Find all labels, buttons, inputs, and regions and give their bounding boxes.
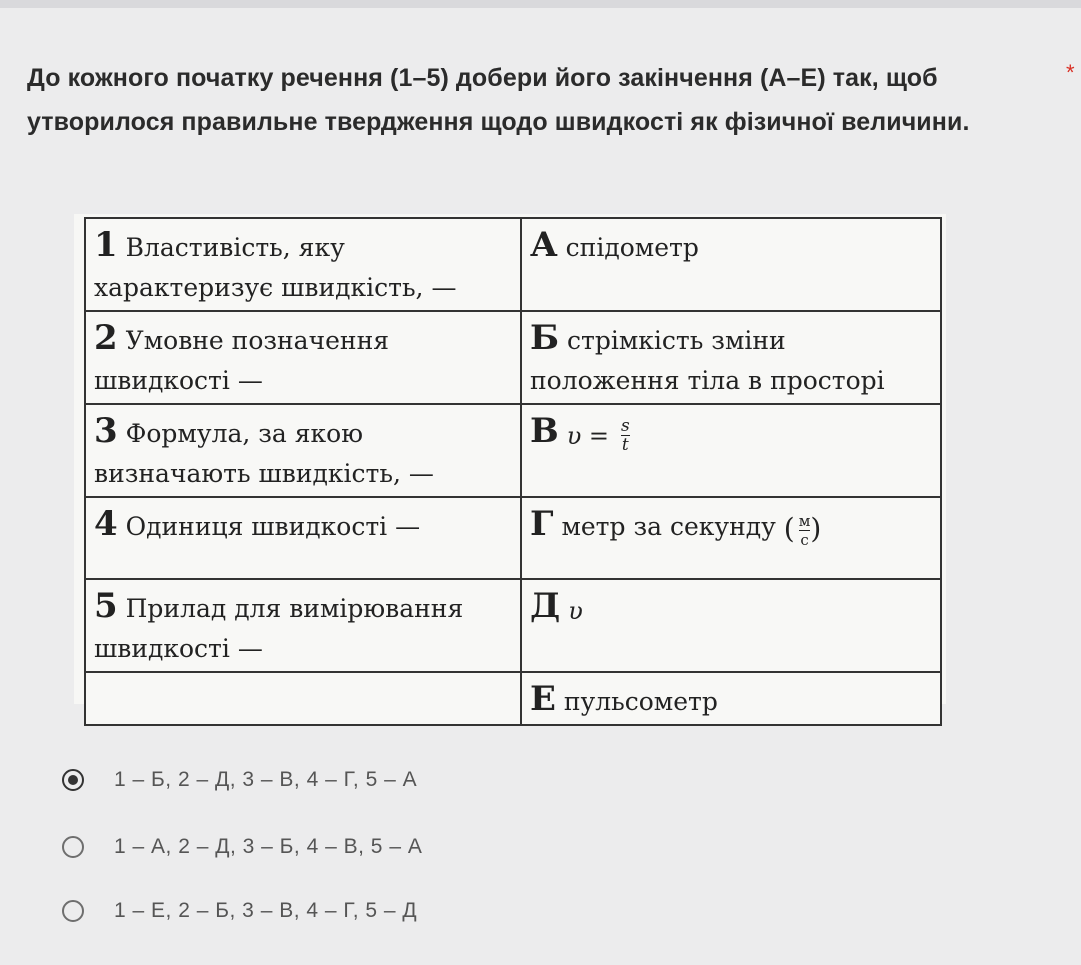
table-row [85, 497, 941, 579]
right-text: спідометр [565, 233, 699, 262]
right-cell [521, 404, 941, 497]
table-row [85, 404, 941, 497]
table-row [85, 672, 941, 725]
table-row [85, 311, 941, 404]
velocity-formula-lhs: υ = [566, 421, 610, 450]
radio-button[interactable] [62, 836, 84, 858]
table-row [85, 579, 941, 672]
left-text: Прилад для вимірювання швидкості — [94, 594, 464, 663]
left-text: Одиниця швидкості — [125, 512, 421, 541]
left-text: Формула, за якою визначають швидкість, — [94, 419, 434, 488]
radio-button-selected[interactable] [62, 769, 84, 791]
left-cell [85, 311, 521, 404]
answer-option-label: 1 – Б, 2 – Д, 3 – В, 4 – Г, 5 – А [114, 768, 418, 791]
right-cell [521, 672, 941, 725]
right-cell [521, 311, 941, 404]
answer-option-1[interactable] [62, 760, 542, 800]
right-cell [521, 497, 941, 579]
question-text [27, 56, 1057, 144]
left-cell [85, 579, 521, 672]
left-cell [85, 218, 521, 311]
left-cell [85, 404, 521, 497]
right-letter: Б [530, 318, 560, 358]
left-text: Умовне позначення швидкості — [94, 326, 390, 395]
right-text: пульсометр [563, 687, 718, 716]
right-letter: В [530, 411, 559, 451]
left-cell [85, 497, 521, 579]
top-strip [0, 0, 1081, 8]
answer-option-2[interactable] [62, 827, 542, 867]
matching-table [84, 217, 942, 726]
left-text: Властивість, яку характеризує швидкість, — [94, 233, 457, 302]
unit-fraction: ( $\frac{м}{с}$ ) [783, 511, 822, 549]
left-cell [85, 672, 521, 725]
right-letter: Г [530, 504, 554, 544]
left-number: 2 [94, 318, 118, 358]
required-asterisk: * [1066, 60, 1075, 85]
left-number: 4 [94, 504, 118, 544]
radio-button[interactable] [62, 900, 84, 922]
table-row [85, 218, 941, 311]
right-letter: А [530, 225, 558, 265]
right-letter: Д [530, 586, 561, 626]
question-line-2: утворилося правильне твердження щодо швидкості як фізичної величини. [27, 108, 970, 136]
right-cell [521, 218, 941, 311]
unit-numerator: м [798, 511, 811, 530]
left-number: 5 [94, 586, 118, 626]
right-text: υ [568, 596, 583, 625]
answer-option-label: 1 – Е, 2 – Б, 3 – В, 4 – Г, 5 – Д [114, 899, 418, 922]
formula-denominator: t [621, 435, 629, 455]
right-text: стрімкість зміни положення тіла в просторі [530, 326, 885, 395]
unit-denominator: с [800, 530, 809, 549]
formula-numerator: s [620, 416, 630, 436]
question-line-1: До кожного початку речення (1–5) добери його закінчення (А–Е) так, щоб [27, 64, 938, 92]
velocity-formula-fraction [621, 417, 630, 454]
right-cell [521, 579, 941, 672]
answer-option-3[interactable] [62, 891, 542, 931]
right-letter: Е [530, 679, 556, 719]
left-number: 3 [94, 411, 118, 451]
left-number: 1 [94, 225, 118, 265]
right-text: метр за секунду [561, 512, 776, 541]
answer-option-label: 1 – А, 2 – Д, 3 – Б, 4 – В, 5 – А [114, 835, 423, 858]
